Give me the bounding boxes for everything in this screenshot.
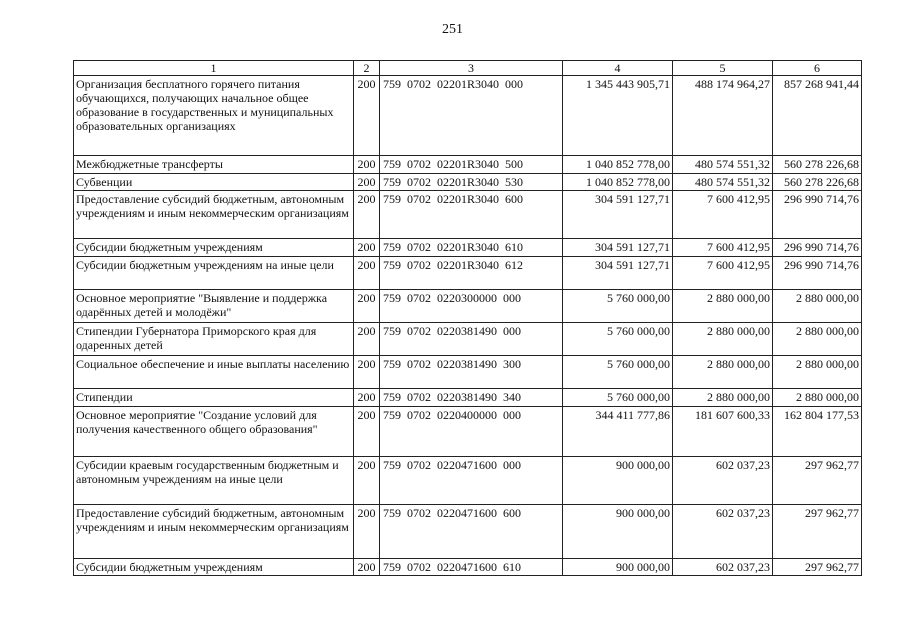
row-code-cell: 759 0702 02201R3040 530 [380, 174, 563, 191]
row-col6-cell: 2 880 000,00 [773, 290, 862, 323]
row-col4-cell: 344 411 777,86 [563, 407, 673, 457]
row-name-cell: Социальное обеспечение и иные выплаты населению [74, 356, 354, 389]
header-cell-6: 6 [773, 61, 862, 76]
row-col5-cell: 480 574 551,32 [673, 174, 773, 191]
row-name-cell: Предоставление субсидий бюджетным, автономным учреждениям и иным некоммерческим организациям [74, 505, 354, 559]
header-cell-3: 3 [380, 61, 563, 76]
row-col6-cell: 297 962,77 [773, 505, 862, 559]
table-row [74, 191, 862, 239]
page-number: 251 [442, 22, 463, 37]
header-row [74, 61, 862, 76]
row-col4-cell: 304 591 127,71 [563, 239, 673, 257]
row-col2-cell: 200 [354, 174, 380, 191]
row-name-cell: Стипендии Губернатора Приморского края для одаренных детей [74, 323, 354, 356]
row-col6-cell: 296 990 714,76 [773, 191, 862, 239]
row-name-cell: Межбюджетные трансферты [74, 156, 354, 174]
table-row [74, 505, 862, 559]
row-code-cell: 759 0702 0220381490 000 [380, 323, 563, 356]
row-code-cell: 759 0702 0220381490 300 [380, 356, 563, 389]
row-col6-cell: 2 880 000,00 [773, 389, 862, 407]
row-col2-cell: 200 [354, 156, 380, 174]
row-col4-cell: 5 760 000,00 [563, 323, 673, 356]
table-row [74, 156, 862, 174]
table-row [74, 323, 862, 356]
table-row [74, 356, 862, 389]
row-col6-cell: 2 880 000,00 [773, 323, 862, 356]
row-name-cell: Основное мероприятие "Выявление и поддержка одарённых детей и молодёжи" [74, 290, 354, 323]
row-col5-cell: 2 880 000,00 [673, 389, 773, 407]
row-code-cell: 759 0702 0220400000 000 [380, 407, 563, 457]
row-col5-cell: 480 574 551,32 [673, 156, 773, 174]
row-col5-cell: 602 037,23 [673, 559, 773, 576]
row-col6-cell: 857 268 941,44 [773, 76, 862, 156]
row-col4-cell: 1 345 443 905,71 [563, 76, 673, 156]
row-col4-cell: 304 591 127,71 [563, 191, 673, 239]
row-col2-cell: 200 [354, 191, 380, 239]
row-col2-cell: 200 [354, 356, 380, 389]
header-cell-1: 1 [74, 61, 354, 76]
table-row [74, 407, 862, 457]
row-col4-cell: 900 000,00 [563, 505, 673, 559]
row-col4-cell: 1 040 852 778,00 [563, 174, 673, 191]
row-col2-cell: 200 [354, 257, 380, 290]
row-col2-cell: 200 [354, 389, 380, 407]
row-col4-cell: 304 591 127,71 [563, 257, 673, 290]
table-row [74, 559, 862, 576]
table-row [74, 290, 862, 323]
header-cell-2: 2 [354, 61, 380, 76]
table-body [74, 76, 862, 576]
row-name-cell: Предоставление субсидий бюджетным, автономным учреждениям и иным некоммерческим организациям [74, 191, 354, 239]
row-col2-cell: 200 [354, 457, 380, 505]
row-code-cell: 759 0702 0220471600 600 [380, 505, 563, 559]
row-col5-cell: 2 880 000,00 [673, 323, 773, 356]
row-col2-cell: 200 [354, 559, 380, 576]
table-row [74, 389, 862, 407]
row-col5-cell: 602 037,23 [673, 457, 773, 505]
row-code-cell: 759 0702 02201R3040 610 [380, 239, 563, 257]
row-col2-cell: 200 [354, 323, 380, 356]
header-cell-4: 4 [563, 61, 673, 76]
row-name-cell: Субвенции [74, 174, 354, 191]
row-col6-cell: 2 880 000,00 [773, 356, 862, 389]
row-name-cell: Субсидии бюджетным учреждениям [74, 559, 354, 576]
row-code-cell: 759 0702 02201R3040 500 [380, 156, 563, 174]
row-col4-cell: 5 760 000,00 [563, 290, 673, 323]
row-col4-cell: 5 760 000,00 [563, 389, 673, 407]
row-col6-cell: 296 990 714,76 [773, 239, 862, 257]
row-code-cell: 759 0702 02201R3040 000 [380, 76, 563, 156]
row-col4-cell: 5 760 000,00 [563, 356, 673, 389]
row-col6-cell: 162 804 177,53 [773, 407, 862, 457]
row-code-cell: 759 0702 0220381490 340 [380, 389, 563, 407]
row-name-cell: Субсидии бюджетным учреждениям на иные цели [74, 257, 354, 290]
table-row [74, 239, 862, 257]
table-row [74, 76, 862, 156]
row-code-cell: 759 0702 0220300000 000 [380, 290, 563, 323]
row-col5-cell: 602 037,23 [673, 505, 773, 559]
row-col4-cell: 1 040 852 778,00 [563, 156, 673, 174]
row-code-cell: 759 0702 02201R3040 612 [380, 257, 563, 290]
row-col2-cell: 200 [354, 505, 380, 559]
row-code-cell: 759 0702 0220471600 000 [380, 457, 563, 505]
row-col5-cell: 2 880 000,00 [673, 290, 773, 323]
row-col6-cell: 560 278 226,68 [773, 156, 862, 174]
row-col4-cell: 900 000,00 [563, 457, 673, 505]
table-row [74, 457, 862, 505]
row-col2-cell: 200 [354, 407, 380, 457]
row-name-cell: Организация бесплатного горячего питания обучающихся, получающих начальное общее образование в государственных и муниципальных образовательных организациях [74, 76, 354, 156]
header-cell-5: 5 [673, 61, 773, 76]
row-name-cell: Стипендии [74, 389, 354, 407]
row-col6-cell: 297 962,77 [773, 457, 862, 505]
row-col5-cell: 2 880 000,00 [673, 356, 773, 389]
table-row [74, 174, 862, 191]
row-col5-cell: 7 600 412,95 [673, 191, 773, 239]
row-name-cell: Субсидии краевым государственным бюджетным и автономным учреждениям на иные цели [74, 457, 354, 505]
row-col2-cell: 200 [354, 290, 380, 323]
row-code-cell: 759 0702 0220471600 610 [380, 559, 563, 576]
row-col6-cell: 296 990 714,76 [773, 257, 862, 290]
row-col6-cell: 560 278 226,68 [773, 174, 862, 191]
row-col2-cell: 200 [354, 239, 380, 257]
row-name-cell: Основное мероприятие "Создание условий для получения качественного общего образования" [74, 407, 354, 457]
row-col5-cell: 7 600 412,95 [673, 239, 773, 257]
row-col6-cell: 297 962,77 [773, 559, 862, 576]
table-row [74, 257, 862, 290]
row-code-cell: 759 0702 02201R3040 600 [380, 191, 563, 239]
row-col2-cell: 200 [354, 76, 380, 156]
row-col5-cell: 181 607 600,33 [673, 407, 773, 457]
row-col5-cell: 7 600 412,95 [673, 257, 773, 290]
row-col5-cell: 488 174 964,27 [673, 76, 773, 156]
budget-table [73, 60, 862, 576]
row-name-cell: Субсидии бюджетным учреждениям [74, 239, 354, 257]
row-col4-cell: 900 000,00 [563, 559, 673, 576]
